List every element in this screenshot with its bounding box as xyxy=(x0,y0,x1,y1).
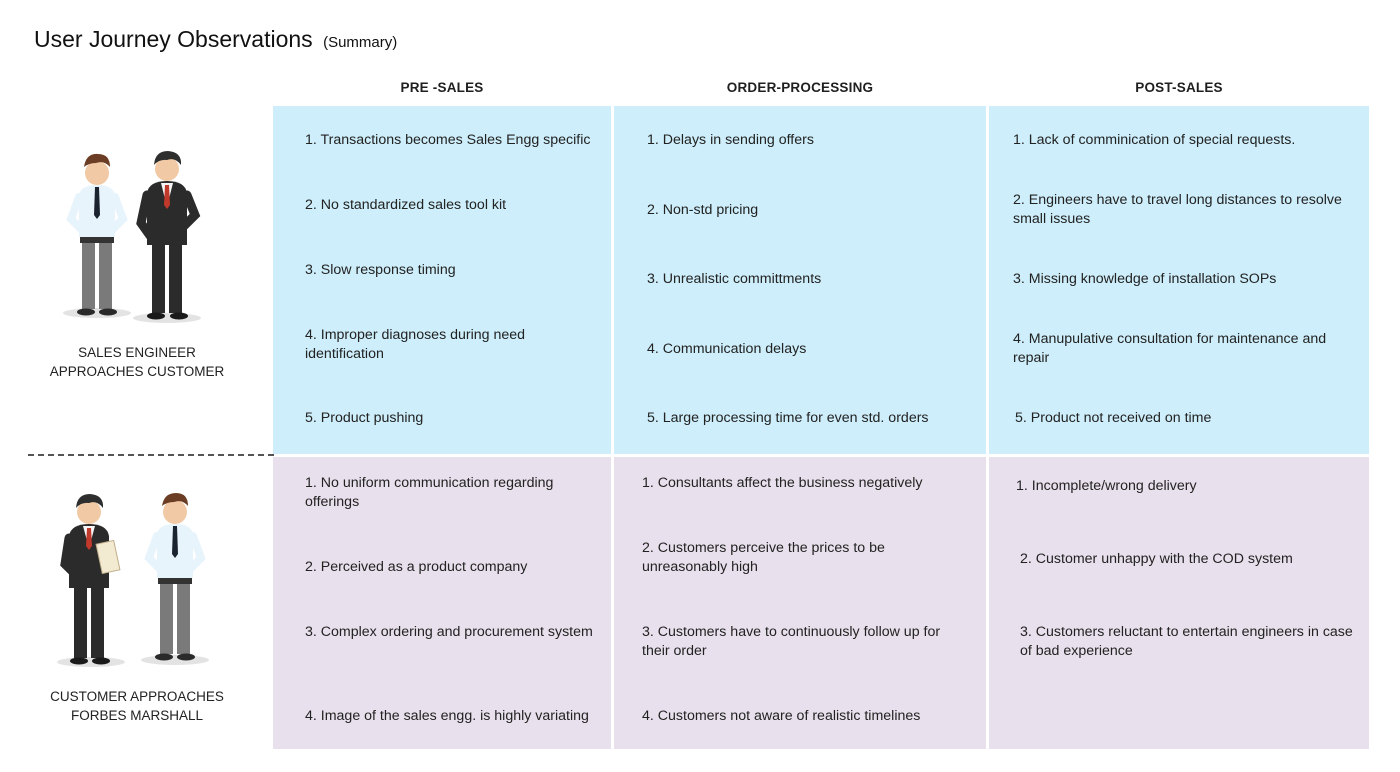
cell-sales-engineer-post-sales xyxy=(989,106,1369,454)
list-item: 4. Manupulative consultation for maintenance and repair xyxy=(1013,331,1327,366)
sales-engineer-illustration xyxy=(55,145,225,330)
list-item: 1. Incomplete/wrong delivery xyxy=(1016,478,1197,494)
list-item: 1. Transactions becomes Sales Engg specific xyxy=(305,132,591,148)
cell-sales-engineer-pre-sales xyxy=(273,106,611,454)
list-item: 4. Image of the sales engg. is highly variating xyxy=(305,708,589,724)
title-text: User Journey Observations xyxy=(34,26,313,52)
list-item: 5. Product pushing xyxy=(305,410,424,426)
list-item: 5. Product not received on time xyxy=(1015,410,1212,426)
list-item: 2. No standardized sales tool kit xyxy=(305,197,507,213)
list-item: 5. Large processing time for even std. orders xyxy=(647,410,929,426)
cell-customer-pre-sales xyxy=(273,457,611,749)
row-divider xyxy=(28,454,274,456)
cell-sales-engineer-order-processing xyxy=(614,106,986,454)
list-item: 1. Lack of comminication of special requests. xyxy=(1013,132,1296,148)
list-item: 3. Missing knowledge of installation SOPs xyxy=(1013,271,1277,287)
list-item: 3. Complex ordering and procurement system xyxy=(305,624,593,640)
list-item: 2. Non-std pricing xyxy=(647,202,759,218)
list-item: 3. Customers have to continuously follow up for their order xyxy=(642,624,941,659)
cell-customer-post-sales xyxy=(989,457,1369,749)
list-item: 1. Consultants affect the business negatively xyxy=(642,475,923,491)
cell-customer-order-processing xyxy=(614,457,986,749)
column-header-order-processing: ORDER-PROCESSING xyxy=(726,80,874,95)
list-item: 4. Improper diagnoses during need identification xyxy=(305,327,526,362)
column-header-post-sales: POST-SALES xyxy=(1135,80,1223,95)
list-item: 1. Delays in sending offers xyxy=(647,132,814,148)
list-item: 3. Unrealistic committments xyxy=(647,271,822,287)
persona-label-customer: CUSTOMER APPROACHES FORBES MARSHALL xyxy=(50,689,224,723)
list-item: 3. Slow response timing xyxy=(305,262,456,278)
list-item: 1. No uniform communication regarding offerings xyxy=(305,475,554,510)
list-item: 3. Customers reluctant to entertain engineers in case of bad experience xyxy=(1020,624,1353,659)
persona-label-sales-engineer: SALES ENGINEER APPROACHES CUSTOMER xyxy=(49,345,225,379)
list-item: 4. Customers not aware of realistic timelines xyxy=(642,708,921,724)
page-title xyxy=(34,26,397,53)
column-header-pre-sales: PRE -SALES xyxy=(400,80,484,95)
title-subtitle: (Summary) xyxy=(323,34,398,51)
customer-illustration xyxy=(55,490,225,675)
list-item: 2. Perceived as a product company xyxy=(305,559,528,575)
list-item: 2. Customer unhappy with the COD system xyxy=(1020,551,1293,567)
list-item: 4. Communication delays xyxy=(647,341,807,357)
list-item: 2. Customers perceive the prices to be unreasonably high xyxy=(642,540,885,575)
list-item: 2. Engineers have to travel long distances to resolve small issues xyxy=(1013,192,1342,227)
